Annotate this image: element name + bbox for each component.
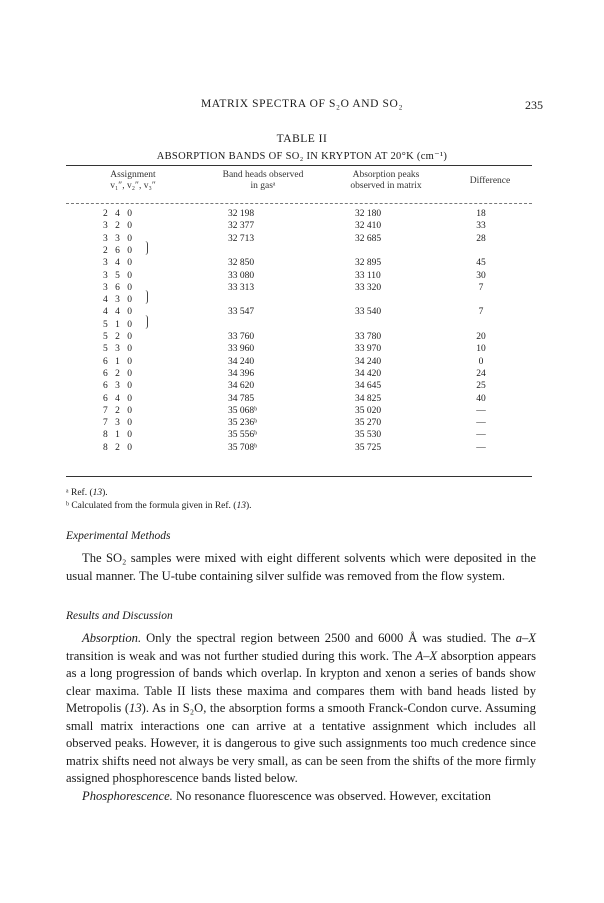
cell-gas-band-head: 35 556ᵇ — [228, 430, 258, 441]
section-heading-results: Results and Discussion — [66, 610, 173, 622]
absorption-text: absorption appears as a long progression of bands which overlap. In krypton and xenon a series of bands show clear maxima. Table II lists these maxima and compares them with band heads listed by Metropolis ( — [66, 648, 536, 715]
cell-assignment: 6 4 0 — [103, 393, 133, 404]
cell-gas-band-head: 32 198 — [228, 209, 255, 219]
table-row — [0, 369, 604, 380]
cell-matrix-peak: 33 320 — [355, 282, 382, 293]
table-top-rule — [66, 165, 532, 166]
cell-assignment: 6 1 0 — [103, 356, 133, 367]
table-row — [0, 394, 604, 405]
cell-difference: 18 — [476, 209, 486, 219]
absorption-text: Only the spectral region between 2500 and 6000 Å was studied. The — [146, 631, 516, 645]
col-header-gas — [207, 170, 319, 192]
cell-gas-band-head: 34 396 — [228, 368, 255, 379]
cell-gas-band-head: 35 236ᵇ — [228, 418, 258, 429]
cell-gas-band-head: 35 068ᵇ — [228, 405, 258, 416]
cell-matrix-peak: 34 240 — [355, 356, 382, 367]
phosphorescence-text: No resonance fluorescence was observed. However, excitation — [172, 788, 491, 803]
absorption-text: ). As in S₂O, the absorption forms a smooth Franck-Condon curve. Assuming small matrix interactions one can arrive at a tentative assignment which includes all observed peaks. However, it is dangerous to give such assignments too much credence since matrix shifts need not always be very small, as can be seen from the shifts of the more firmly assigned phosphorescence bands listed below. — [66, 701, 536, 785]
cell-matrix-peak: 32 685 — [355, 233, 382, 244]
cell-gas-band-head: 33 080 — [228, 270, 255, 281]
citation-ref: 13 — [129, 701, 142, 715]
cell-difference: 7 — [478, 282, 484, 293]
cell-difference: — — [476, 430, 486, 441]
cell-matrix-peak: 33 970 — [355, 344, 382, 355]
cell-gas-band-head: 33 960 — [228, 344, 255, 355]
col-header-assignment-l2: v₁″, v₂″, v₃″ — [110, 181, 156, 191]
cell-difference: — — [476, 418, 486, 429]
cell-matrix-peak: 32 180 — [355, 209, 382, 219]
cell-gas-band-head: 32 377 — [228, 221, 255, 232]
cell-difference: 40 — [476, 393, 486, 404]
table-row — [0, 320, 604, 331]
cell-matrix-peak: 33 540 — [355, 307, 382, 318]
table-row — [0, 443, 604, 454]
running-head-title: MATRIX SPECTRA OF S₂O AND SO₂ — [200, 98, 404, 110]
cell-assignment: 3 5 0 — [103, 270, 133, 281]
cell-gas-band-head: 34 620 — [228, 381, 255, 392]
cell-gas-band-head: 33 313 — [228, 282, 255, 293]
footnote-ref: 13 — [236, 501, 246, 511]
cell-assignment: 3 4 0 — [103, 258, 133, 269]
table-header-rule — [66, 203, 532, 204]
cell-assignment: 8 2 0 — [103, 442, 133, 453]
cell-assignment: 4 4 0 — [103, 307, 133, 318]
cell-difference: 24 — [476, 368, 486, 379]
cell-assignment: 5 1 0 — [103, 319, 133, 330]
table-footnote — [66, 488, 108, 498]
cell-assignment: 8 1 0 — [103, 430, 133, 441]
cell-assignment: 3 2 0 — [103, 221, 133, 232]
cell-gas-band-head: 34 785 — [228, 393, 255, 404]
paragraph-experimental — [66, 550, 536, 585]
absorption-paragraph — [66, 630, 536, 788]
col-header-gas-l1: Band heads observed — [222, 170, 304, 180]
cell-matrix-peak: 32 410 — [355, 221, 382, 232]
cell-difference: 33 — [476, 221, 486, 232]
table-row — [0, 209, 604, 220]
table-row — [0, 332, 604, 343]
table-bottom-rule — [66, 476, 532, 477]
cell-gas-band-head: 33 547 — [228, 307, 255, 318]
footnote-mark: ᵇ — [66, 501, 69, 511]
assignment-brace — [143, 315, 148, 329]
table-caption: ABSORPTION BANDS OF SO₂ IN KRYPTON AT 20°K (cm⁻¹) — [156, 151, 448, 162]
running-head — [0, 98, 604, 114]
cell-assignment: 5 3 0 — [103, 344, 133, 355]
col-header-assignment-l1: Assignment — [110, 170, 156, 180]
cell-matrix-peak: 33 780 — [355, 332, 382, 342]
table-row — [0, 381, 604, 392]
absorption-label: Absorption. — [82, 631, 142, 645]
col-header-matrix-l2: observed in matrix — [350, 181, 422, 191]
cell-gas-band-head: 35 708ᵇ — [228, 442, 258, 453]
table-row — [0, 418, 604, 429]
cell-assignment: 3 3 0 — [103, 233, 133, 244]
assignment-brace — [143, 290, 148, 304]
table-row — [0, 406, 604, 417]
cell-difference: 20 — [476, 332, 486, 342]
cell-matrix-peak: 34 825 — [355, 393, 382, 404]
cell-gas-band-head: 33 760 — [228, 332, 255, 342]
paragraph-results — [66, 630, 536, 805]
table-row — [0, 295, 604, 306]
assignment-brace — [143, 241, 148, 255]
cell-matrix-peak: 34 420 — [355, 368, 382, 379]
transition-label: a–X — [515, 631, 536, 645]
col-header-gas-l2: in gasᵃ — [250, 181, 276, 191]
table-row — [0, 221, 604, 232]
footnote-ref: 13 — [92, 488, 103, 498]
phosphorescence-label: Phosphorescence. — [82, 788, 173, 803]
table-row — [0, 344, 604, 355]
cell-gas-band-head: 32 713 — [228, 233, 255, 244]
cell-difference: 0 — [478, 356, 484, 367]
table-label: TABLE II — [276, 133, 328, 145]
table-footnote — [66, 501, 252, 511]
footnote-mark: ᵃ — [66, 488, 69, 498]
cell-assignment: 7 2 0 — [103, 405, 133, 416]
cell-matrix-peak: 35 725 — [355, 442, 382, 453]
cell-matrix-peak: 35 020 — [355, 405, 382, 416]
cell-difference: — — [476, 405, 486, 416]
footnote-text: Calculated from the formula given in Ref. ( — [71, 501, 237, 511]
section-heading-experimental: Experimental Methods — [66, 530, 171, 542]
table-row — [0, 430, 604, 441]
transition-label: A–X — [415, 648, 438, 663]
table-row — [0, 246, 604, 257]
footnote-text-end: ). — [102, 488, 108, 498]
cell-difference: 10 — [476, 344, 486, 355]
col-header-matrix-l1: Absorption peaks — [352, 170, 420, 180]
cell-difference: — — [476, 442, 486, 453]
table-row — [0, 258, 604, 269]
cell-difference: 28 — [476, 233, 486, 244]
footnote-text-end: ). — [245, 501, 252, 511]
table-row — [0, 357, 604, 368]
cell-assignment: 6 3 0 — [103, 381, 133, 392]
cell-assignment: 7 3 0 — [103, 418, 133, 429]
cell-assignment: 2 4 0 — [103, 209, 133, 219]
table-row — [0, 271, 604, 282]
cell-gas-band-head: 34 240 — [228, 356, 255, 367]
cell-difference: 45 — [476, 258, 486, 269]
footnote-text: Ref. ( — [70, 488, 93, 498]
cell-gas-band-head: 32 850 — [228, 258, 255, 269]
cell-assignment: 4 3 0 — [103, 295, 133, 306]
col-header-assignment — [86, 170, 180, 192]
col-header-difference — [452, 176, 528, 187]
cell-matrix-peak: 33 110 — [355, 270, 381, 281]
phosphorescence-paragraph — [66, 788, 536, 806]
cell-matrix-peak: 35 530 — [355, 430, 382, 441]
cell-assignment: 2 6 0 — [103, 245, 133, 256]
table-row — [0, 234, 604, 245]
cell-matrix-peak: 34 645 — [355, 381, 382, 392]
absorption-text: transition is weak and was not further studied during this work. The — [66, 648, 416, 663]
cell-assignment: 5 2 0 — [103, 332, 133, 342]
experimental-text: The SO₂ samples were mixed with eight different solvents which were deposited in the usual manner. The U-tube containing silver sulfide was removed from the flow system. — [66, 551, 536, 583]
col-header-difference-l1: Difference — [469, 176, 511, 186]
table-row — [0, 283, 604, 294]
cell-difference: 30 — [476, 270, 486, 281]
cell-assignment: 3 6 0 — [103, 282, 133, 293]
cell-matrix-peak: 32 895 — [355, 258, 382, 269]
col-header-matrix — [330, 170, 442, 192]
cell-difference: 25 — [476, 381, 486, 392]
cell-matrix-peak: 35 270 — [355, 418, 382, 429]
page-number: 235 — [525, 98, 543, 112]
table-row — [0, 307, 604, 318]
cell-difference: 7 — [478, 307, 484, 318]
cell-assignment: 6 2 0 — [103, 368, 133, 379]
